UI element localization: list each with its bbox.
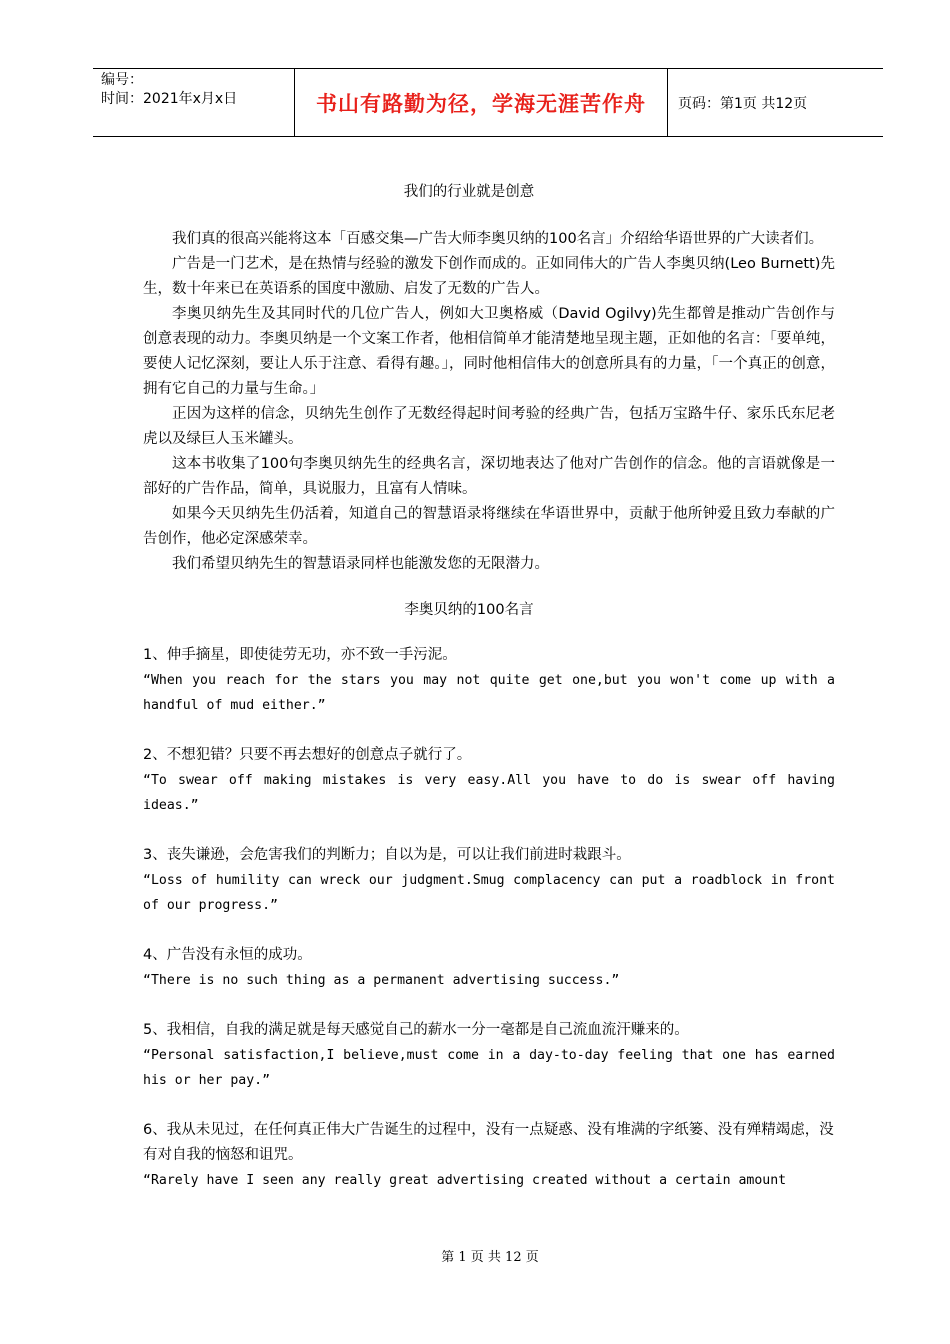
paragraph: 广告是一门艺术，是在热情与经验的激发下创作而成的。正如同伟大的广告人李奥贝纳(Leo Burnett)先生，数十年来已在英语系的国度中激励、启发了无数的广告人。 (143, 256, 835, 297)
paragraph: 我们真的很高兴能将这本「百感交集—广告大师李奥贝纳的100名言」介绍给华语世界的广大读者们。 (172, 231, 824, 247)
page-footer: 第 1 页 共 12 页 (441, 1250, 539, 1265)
quote-chinese: 3、丧失谦逊，会危害我们的判断力；自以为是，可以让我们前进时栽跟斗。 (143, 847, 631, 863)
quote-item (143, 643, 835, 718)
quote-english: “When you reach for the stars you may not quite get one,but you won't come up with a handful of mud either.” (143, 673, 835, 713)
document-body (143, 180, 835, 1218)
quote-item (143, 943, 835, 993)
quote-chinese: 2、不想犯错？只要不再去想好的创意点子就行了。 (143, 747, 472, 763)
quote-chinese: 5、我相信，自我的满足就是每天感觉自己的薪水一分一毫都是自己流血流汗赚来的。 (143, 1022, 689, 1038)
time-label: 时间：2021年x月x日 (101, 91, 238, 107)
paragraph: 这本书收集了100句李奥贝纳先生的经典名言，深切地表达了他对广告创作的信念。他的言语就像是一部好的广告作品，简单，具说服力，且富有人情味。 (143, 456, 835, 497)
quote-english: “Loss of humility can wreck our judgment.Smug complacency can put a roadblock in front of our progress.” (143, 873, 835, 913)
quote-english: “Personal satisfaction,I believe,must come in a day-to-day feeling that one has earned his or her pay.” (143, 1048, 835, 1088)
document-title: 我们的行业就是创意 (403, 184, 535, 200)
quote-chinese: 4、广告没有永恒的成功。 (143, 947, 312, 963)
quote-item (143, 1118, 835, 1193)
quote-item (143, 1018, 835, 1093)
paragraph: 李奥贝纳先生及其同时代的几位广告人，例如大卫奥格威（David Ogilvy)先生都曾是推动广告创作与创意表现的动力。李奥贝纳是一个文案工作者，他相信简单才能清楚地呈现主题，正如他的名言：「要单纯，要使人记忆深刻，要让人乐于注意、看得有趣。」，同时他相信伟大的创意所具有的力量，「一个真正的创意，拥有它自己的力量与生命。」 (143, 306, 835, 397)
page-header (93, 68, 883, 137)
paragraph: 如果今天贝纳先生仍活着，知道自己的智慧语录将继续在华语世界中，贡献于他所钟爱且致力奉献的广告创作，他必定深感荣幸。 (143, 506, 835, 547)
quote-item (143, 843, 835, 918)
quote-chinese: 6、我从未见过，在任何真正伟大广告诞生的过程中，没有一点疑惑、没有堆满的字纸篓、没有殚精竭虑，没有对自我的恼怒和诅咒。 (143, 1122, 834, 1163)
header-meta (93, 69, 295, 136)
header-motto: 书山有路勤为径，学海无涯苦作舟 (295, 69, 668, 136)
quote-english: “Rarely have I seen any really great advertising created without a certain amount (143, 1173, 787, 1188)
paragraph: 正因为这样的信念，贝纳先生创作了无数经得起时间考验的经典广告，包括万宝路牛仔、家乐氏东尼老虎以及绿巨人玉米罐头。 (143, 406, 835, 447)
quote-english: “To swear off making mistakes is very easy.All you have to do is swear off having ideas.” (143, 773, 835, 813)
quote-english: “There is no such thing as a permanent advertising success.” (143, 973, 620, 988)
header-page-info: 页码：第1页 共12页 (678, 95, 808, 112)
quote-item (143, 743, 835, 818)
number-label: 编号： (101, 72, 143, 88)
paragraph: 我们希望贝纳先生的智慧语录同样也能激发您的无限潜力。 (172, 556, 549, 572)
quote-chinese: 1、伸手摘星，即使徒劳无功，亦不致一手污泥。 (143, 647, 457, 663)
section-subtitle: 李奥贝纳的100名言 (404, 602, 534, 618)
